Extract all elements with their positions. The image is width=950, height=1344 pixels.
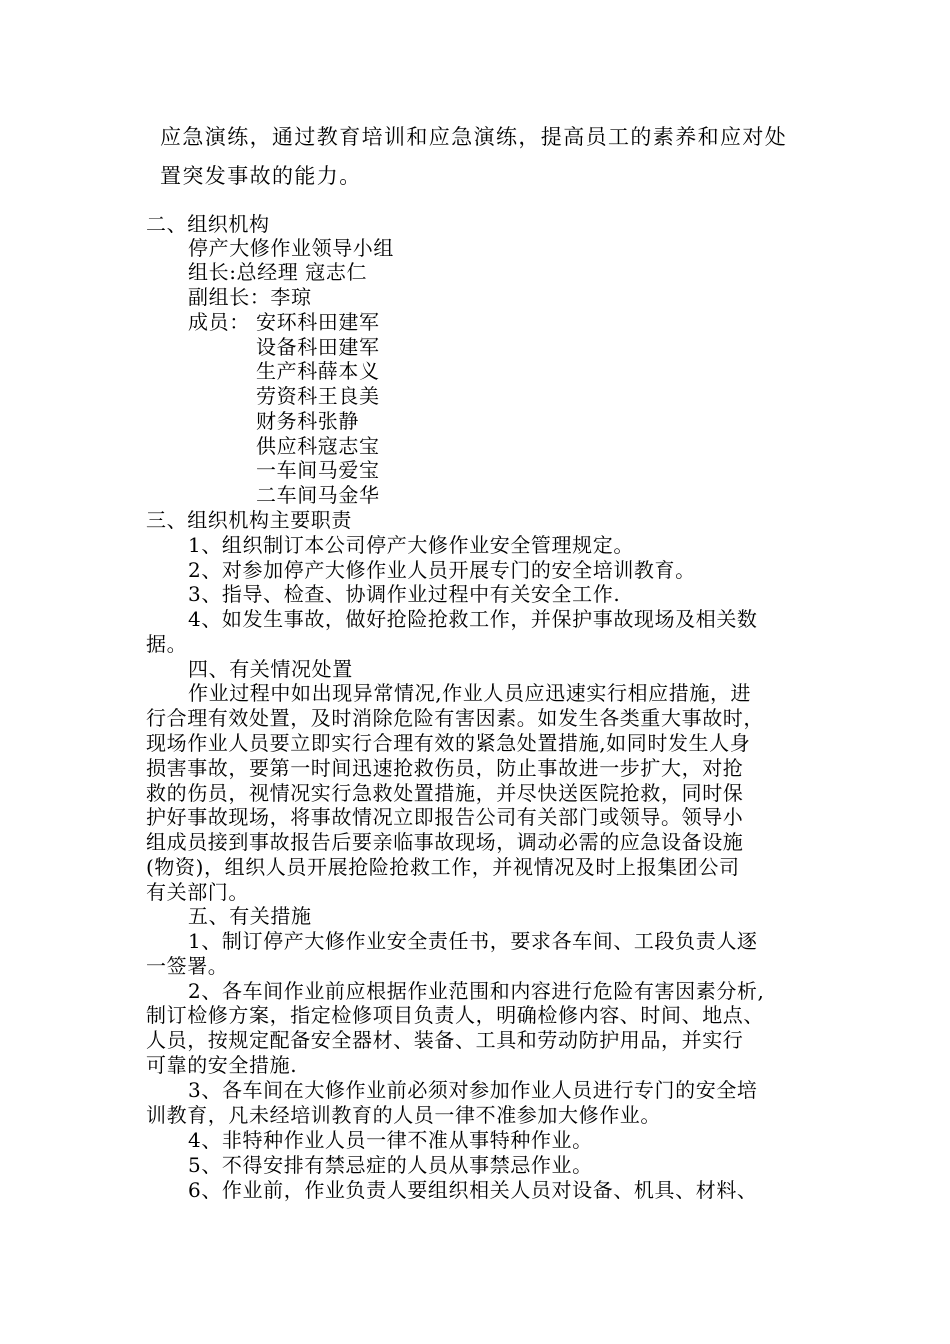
measure-item-3-cont: 训教育，凡未经培训教育的人员一律不准参加大修作业。 — [146, 1103, 661, 1127]
intro-line-1: 应急演练，通过教育培训和应急演练，提高员工的素养和应对处 — [160, 125, 788, 149]
member-item: 生产科薛本义 — [256, 359, 380, 383]
duty-item-3: 3、指导、检查、协调作业过程中有关安全工作. — [188, 582, 621, 606]
measure-item-3: 3、各车间在大修作业前必须对参加作业人员进行专门的安全培 — [188, 1078, 758, 1102]
duty-item-4: 4、如发生事故，做好抢险抢救工作，并保护事故现场及相关数 — [188, 607, 758, 631]
duty-item-2: 2、对参加停产大修作业人员开展专门的安全培训教育。 — [188, 558, 696, 582]
section-4-line: 损害事故，要第一时间迅速抢救伤员，防止事故进一步扩大，对抢 — [146, 756, 744, 780]
measure-item-1: 1、制订停产大修作业安全责任书，要求各车间、工段负责人逐 — [188, 929, 758, 953]
section-2-heading: 二、组织机构 — [146, 212, 270, 236]
measure-item-2-cont: 可靠的安全措施. — [146, 1053, 298, 1077]
duty-item-4-cont: 据。 — [146, 632, 188, 656]
measure-item-5: 5、不得安排有禁忌症的人员从事禁忌作业。 — [188, 1153, 593, 1177]
measure-item-1-cont: 一签署。 — [146, 954, 229, 978]
member-item: 一车间马爱宝 — [256, 458, 380, 482]
section-4-line: 救的伤员，视情况实行急救处置措施，并尽快送医院抢救，同时保 — [146, 781, 744, 805]
section-4-line: 行合理有效处置，及时消除危险有害因素。如发生各类重大事故时， — [146, 706, 764, 730]
section-4-line: (物资)，组织人员开展抢险抢救工作，并视情况及时上报集团公司 — [146, 855, 740, 879]
group-deputy: 副组长：李琼 — [188, 285, 312, 309]
measure-item-2-cont: 人员，按规定配备安全器材、装备、工具和劳动防护用品，并实行 — [146, 1028, 744, 1052]
measure-item-2-cont: 制订检修方案，指定检修项目负责人，明确检修内容、时间、地点、 — [146, 1003, 764, 1027]
group-name: 停产大修作业领导小组 — [188, 236, 394, 260]
group-leader: 组长:总经理 寇志仁 — [188, 260, 368, 284]
member-item: 设备科田建军 — [256, 335, 380, 359]
section-4-heading: 四、有关情况处置 — [188, 657, 353, 681]
measure-item-4: 4、非特种作业人员一律不准从事特种作业。 — [188, 1128, 593, 1152]
members-label: 成员： — [188, 310, 250, 334]
member-item: 安环科田建军 — [256, 310, 380, 334]
section-5-heading: 五、有关措施 — [188, 904, 312, 928]
section-4-line: 护好事故现场，将事故情况立即报告公司有关部门或领导。领导小 — [146, 805, 744, 829]
section-4-line: 有关部门。 — [146, 880, 249, 904]
member-item: 二车间马金华 — [256, 483, 380, 507]
section-4-line: 组成员接到事故报告后要亲临事故现场，调动必需的应急设备设施 — [146, 830, 744, 854]
measure-item-2: 2、各车间作业前应根据作业范围和内容进行危险有害因素分析, — [188, 979, 765, 1003]
member-item: 劳资科王良美 — [256, 384, 380, 408]
measure-item-6: 6、作业前，作业负责人要组织相关人员对设备、机具、材料、 — [188, 1178, 758, 1202]
section-3-heading: 三、组织机构主要职责 — [146, 508, 352, 532]
section-4-line: 作业过程中如出现异常情况,作业人员应迅速实行相应措施，进 — [188, 681, 752, 705]
member-item: 财务科张静 — [256, 409, 359, 433]
section-4-line: 现场作业人员要立即实行合理有效的紧急处置措施,如同时发生人身 — [146, 731, 751, 755]
duty-item-1: 1、组织制订本公司停产大修作业安全管理规定。 — [188, 533, 634, 557]
intro-line-2: 置突发事故的能力。 — [160, 164, 362, 188]
member-item: 供应科寇志宝 — [256, 434, 380, 458]
